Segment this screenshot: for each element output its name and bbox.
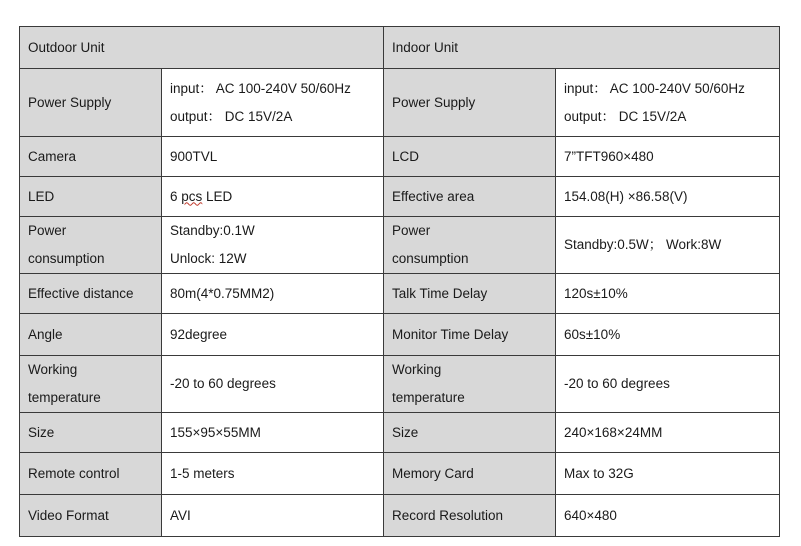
spec-value-text: 120s±10% [564, 285, 628, 301]
outdoor-unit-header: Outdoor Unit [20, 27, 385, 69]
spec-row [384, 453, 780, 495]
spec-value-text: 640×480 [564, 507, 617, 523]
spec-param-text: consumption [28, 251, 105, 266]
spec-value-cell [556, 495, 780, 537]
spec-value-text: output： DC 15V/2A [564, 108, 687, 124]
spec-value-cell [556, 314, 780, 356]
spec-param-cell [20, 495, 162, 537]
spec-value-cell [162, 356, 385, 413]
spec-value-text: input： AC 100-240V 50/60Hz [170, 80, 351, 96]
spec-value-cell [556, 356, 780, 413]
spec-param-text: Talk Time Delay [392, 285, 488, 301]
spec-param-text: Power Supply [392, 94, 476, 110]
spec-row [20, 495, 385, 537]
spec-value-cell [162, 314, 385, 356]
spec-param-cell [384, 314, 556, 356]
spec-row [20, 274, 385, 314]
spec-param-cell [20, 314, 162, 356]
spec-value-cell [556, 69, 780, 137]
spec-value-cell [162, 217, 385, 274]
spec-value-text: -20 to 60 degrees [170, 376, 276, 391]
spec-row [20, 69, 385, 137]
spec-param-cell [384, 137, 556, 177]
spec-param-cell [20, 453, 162, 495]
spec-row [384, 314, 780, 356]
spec-row [20, 314, 385, 356]
spec-row [384, 274, 780, 314]
spec-value-text: 155×95×55MM [170, 424, 261, 440]
spec-param-text: Working [28, 362, 78, 377]
spec-param-cell [20, 69, 162, 137]
spec-param-cell [384, 495, 556, 537]
spec-value-text: Max to 32G [564, 465, 634, 481]
spec-value-text: 240×168×24MM [564, 424, 663, 440]
spec-param-text: Size [392, 424, 419, 440]
spec-param-text: Effective area [392, 188, 475, 204]
spec-param-text: Monitor Time Delay [392, 326, 509, 342]
spec-value-cell [556, 274, 780, 314]
spec-param-cell [20, 177, 162, 217]
spec-value-text: Standby:0.1W [170, 223, 255, 238]
spec-row [20, 453, 385, 495]
spec-value-cell [162, 495, 385, 537]
spec-param-text: Effective distance [28, 285, 134, 301]
spec-value-text: 7”TFT960×480 [564, 148, 654, 164]
spec-param-text: Record Resolution [392, 507, 504, 523]
spec-value-text: 60s±10% [564, 326, 621, 342]
spec-row [384, 177, 780, 217]
spec-value-cell [162, 413, 385, 453]
spec-param-text: consumption [392, 251, 469, 266]
spec-value-cell [162, 137, 385, 177]
spec-param-text: Memory Card [392, 465, 474, 481]
spec-value-cell [556, 137, 780, 177]
spec-param-cell [20, 137, 162, 177]
spec-param-text: LCD [392, 148, 420, 164]
spec-param-cell [20, 356, 162, 413]
spec-row [384, 413, 780, 453]
spec-param-text: Video Format [28, 507, 109, 523]
spec-param-text: temperature [28, 390, 101, 405]
spec-value-cell [162, 69, 385, 137]
spec-value-text: 6 pcs LED [170, 188, 233, 204]
spec-param-text: Power Supply [28, 94, 112, 110]
spec-value-text: 80m(4*0.75MM2) [170, 285, 275, 301]
spec-value-text: 154.08(H) ×86.58(V) [564, 188, 688, 204]
spec-value-cell [162, 274, 385, 314]
spec-row [384, 356, 780, 413]
spec-param-cell [384, 69, 556, 137]
spec-value-text: 1-5 meters [170, 465, 235, 481]
spec-row [20, 217, 385, 274]
spec-value-cell [162, 177, 385, 217]
spec-param-text: Camera [28, 148, 77, 164]
spec-value-text: AVI [170, 507, 191, 523]
spec-param-text: Size [28, 424, 55, 440]
spec-param-text: Remote control [28, 465, 120, 481]
spec-param-cell [20, 274, 162, 314]
spec-value-cell [556, 177, 780, 217]
spec-row [20, 137, 385, 177]
spec-value-cell [556, 217, 780, 274]
spec-param-text: Working [392, 362, 442, 377]
spec-param-cell [384, 356, 556, 413]
spec-value-text: output： DC 15V/2A [170, 108, 293, 124]
spec-param-text: temperature [392, 390, 465, 405]
spec-row [384, 495, 780, 537]
spec-value-text: -20 to 60 degrees [564, 376, 670, 391]
spec-row [384, 69, 780, 137]
spec-param-cell [384, 413, 556, 453]
spec-value-text: 900TVL [170, 148, 218, 164]
indoor-unit-table [383, 26, 780, 537]
spec-param-cell [384, 177, 556, 217]
spec-value-text: 92degree [170, 326, 228, 342]
spec-value-text: Standby:0.5W； Work:8W [564, 237, 722, 252]
spec-param-cell [384, 453, 556, 495]
spec-param-text: Angle [28, 326, 63, 342]
spec-row [384, 217, 780, 274]
spec-param-text: Power [28, 223, 67, 238]
spec-value-text: input： AC 100-240V 50/60Hz [564, 80, 745, 96]
spec-param-cell [20, 217, 162, 274]
spec-row [20, 177, 385, 217]
spec-value-cell [556, 413, 780, 453]
spec-row [384, 137, 780, 177]
spec-param-cell [20, 413, 162, 453]
spec-value-cell [556, 453, 780, 495]
spec-param-cell [384, 217, 556, 274]
indoor-unit-header: Indoor Unit [384, 27, 780, 69]
spec-value-cell [162, 453, 385, 495]
spec-value-text: Unlock: 12W [170, 251, 247, 266]
spec-row [20, 356, 385, 413]
spec-param-cell [384, 274, 556, 314]
spec-row [20, 413, 385, 453]
outdoor-unit-table [19, 26, 385, 537]
spec-param-text: LED [28, 188, 55, 204]
spec-param-text: Power [392, 223, 431, 238]
